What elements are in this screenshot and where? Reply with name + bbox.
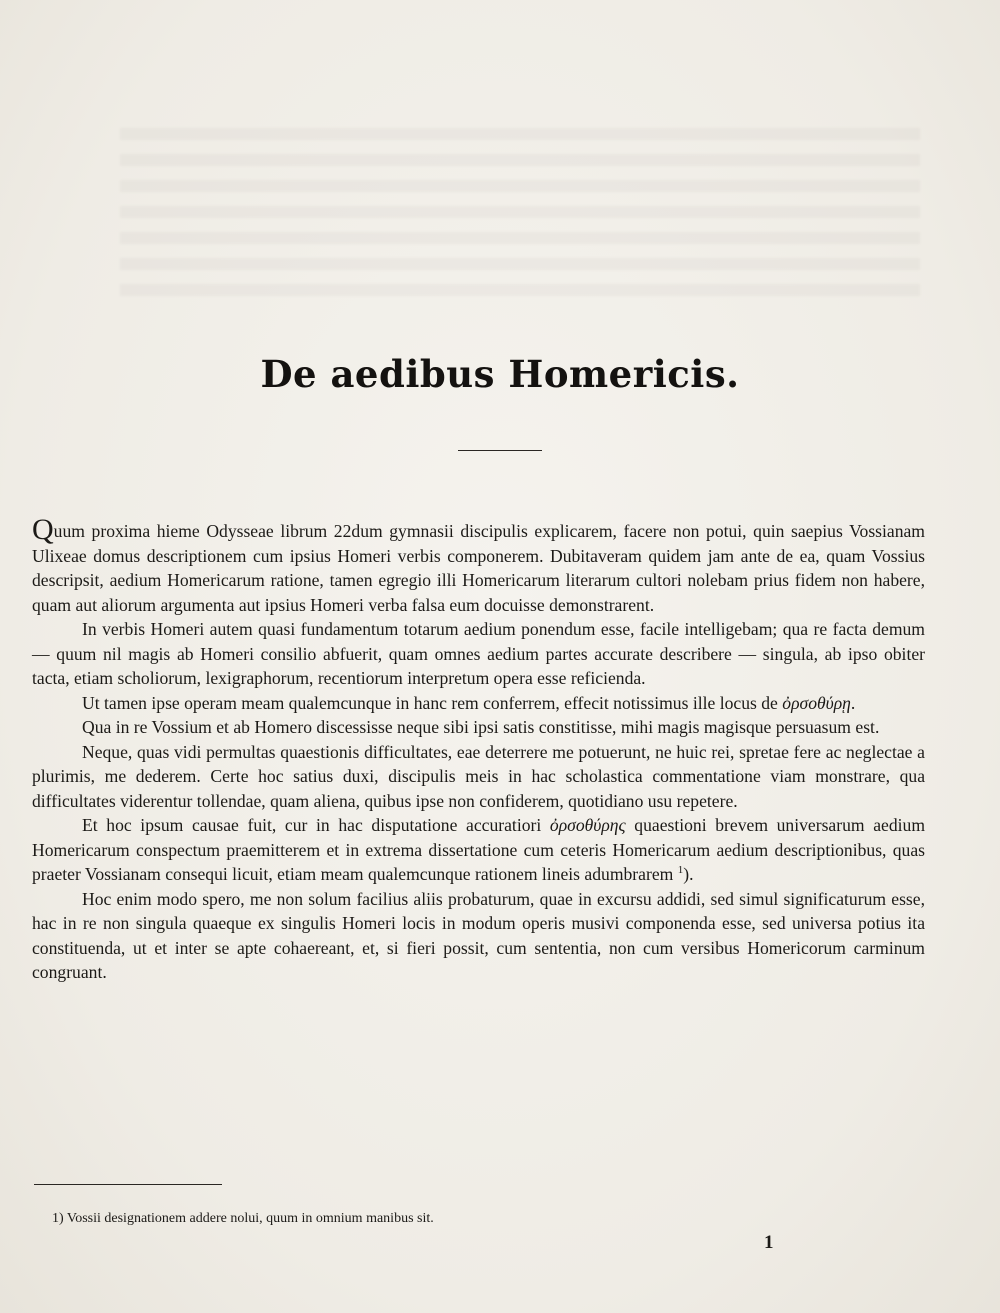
show-through-bleed <box>120 128 920 308</box>
paragraph-6-end: ). <box>683 864 694 884</box>
paragraph-3-end: . <box>850 692 856 713</box>
body-text <box>32 513 926 985</box>
paragraph-3 <box>32 691 925 716</box>
footnote: 1) Vossii designationem addere nolui, quum in omnium manibus sit. <box>52 1211 434 1226</box>
greek-word: ὀρσοθύρῃ <box>782 692 851 713</box>
paragraph-1-text: uum proxima hieme Odysseae librum 22dum gymnasii discipulis explicarem, facere non potui, quin saepius Vossianam Ulixeae domus descriptionem cum ipsius Homeri verbis componerem. Dubitaveram quidem jam ante de ea, quam Vossius descripsit, aedium Homericarum ratione, tamen egregio illi Homericarum literarum cultori nolebam prius fidem non habere, quam aut aliorum argumenta aut ipsius Homeri verba falsa eum docuisse demonstrarent. <box>32 521 925 615</box>
greek-word-2: ὀρσοθύρης <box>549 815 626 835</box>
paragraph-6-text-a: Et hoc ipsum causae fuit, cur in hac disputatione accuratiori <box>82 815 542 835</box>
title-rule <box>458 450 542 451</box>
sheet-number: 1 <box>764 1232 774 1253</box>
footnote-rule <box>34 1184 222 1185</box>
page-title: De aedibus Homericis. <box>260 352 740 396</box>
paragraph-7: Hoc enim modo spero, me non solum facilius aliis probaturum, quae in excursu addidi, sed simul significaturum esse, hac in re non singula quaeque ex singulis Homeri locis in modum operis musivi componenda esse, sed universa potius ita constituenda, ut et inter se apte cohaereant, et, si fieri possit, cum sententia, non cum versibus Homericorum carminum congruant. <box>32 888 925 982</box>
paragraph-6 <box>32 813 925 887</box>
footnote-ref[interactable]: 1 <box>677 864 684 877</box>
paragraph-5: Neque, quas vidi permultas quaestionis difficultates, eae deterrere me potuerunt, ne huic rei, spretae fere ac neglectae a plurimis, me dederem. Certe hoc satius duxi, discipulis meis in hac scholastica commentatione viam monstrare, qua difficultates viderentur tollendae, quam aliena, quibus ipse non confiderem, quotidiano usu repetere. <box>32 741 925 811</box>
paragraph-2: In verbis Homeri autem quasi fundamentum totarum aedium ponendum esse, facile intelligebam; qua re facta demum — quum nil magis ab Homeri consilio abfuerit, quam omnes aedium partes accurate describere — singula, ab ipso obiter tacta, etiam scholiorum, lexigraphorum, recentiorum interpretum opera esse reficienda. <box>32 619 925 688</box>
paragraph-1 <box>32 513 925 617</box>
paragraph-4: Qua in re Vossium et ab Homero discessisse neque sibi ipsi satis constitisse, mihi magis magisque persuasum est. <box>82 717 880 737</box>
paragraph-6-text-b: quaestioni brevem universarum aedium Homericarum conspectum praemitterem et in extrema dissertatione cum ceteris Homericarum aedium descriptionibus, quas praeter Vossianam consequi licuit, etiam meam qualemcunque rationem lineis adumbrarem <box>32 815 926 884</box>
initial-letter: Q <box>32 513 54 546</box>
paragraph-3-text: Ut tamen ipse operam meam qualemcunque in hanc rem conferrem, effecit notissimus ille locus de <box>82 692 778 713</box>
